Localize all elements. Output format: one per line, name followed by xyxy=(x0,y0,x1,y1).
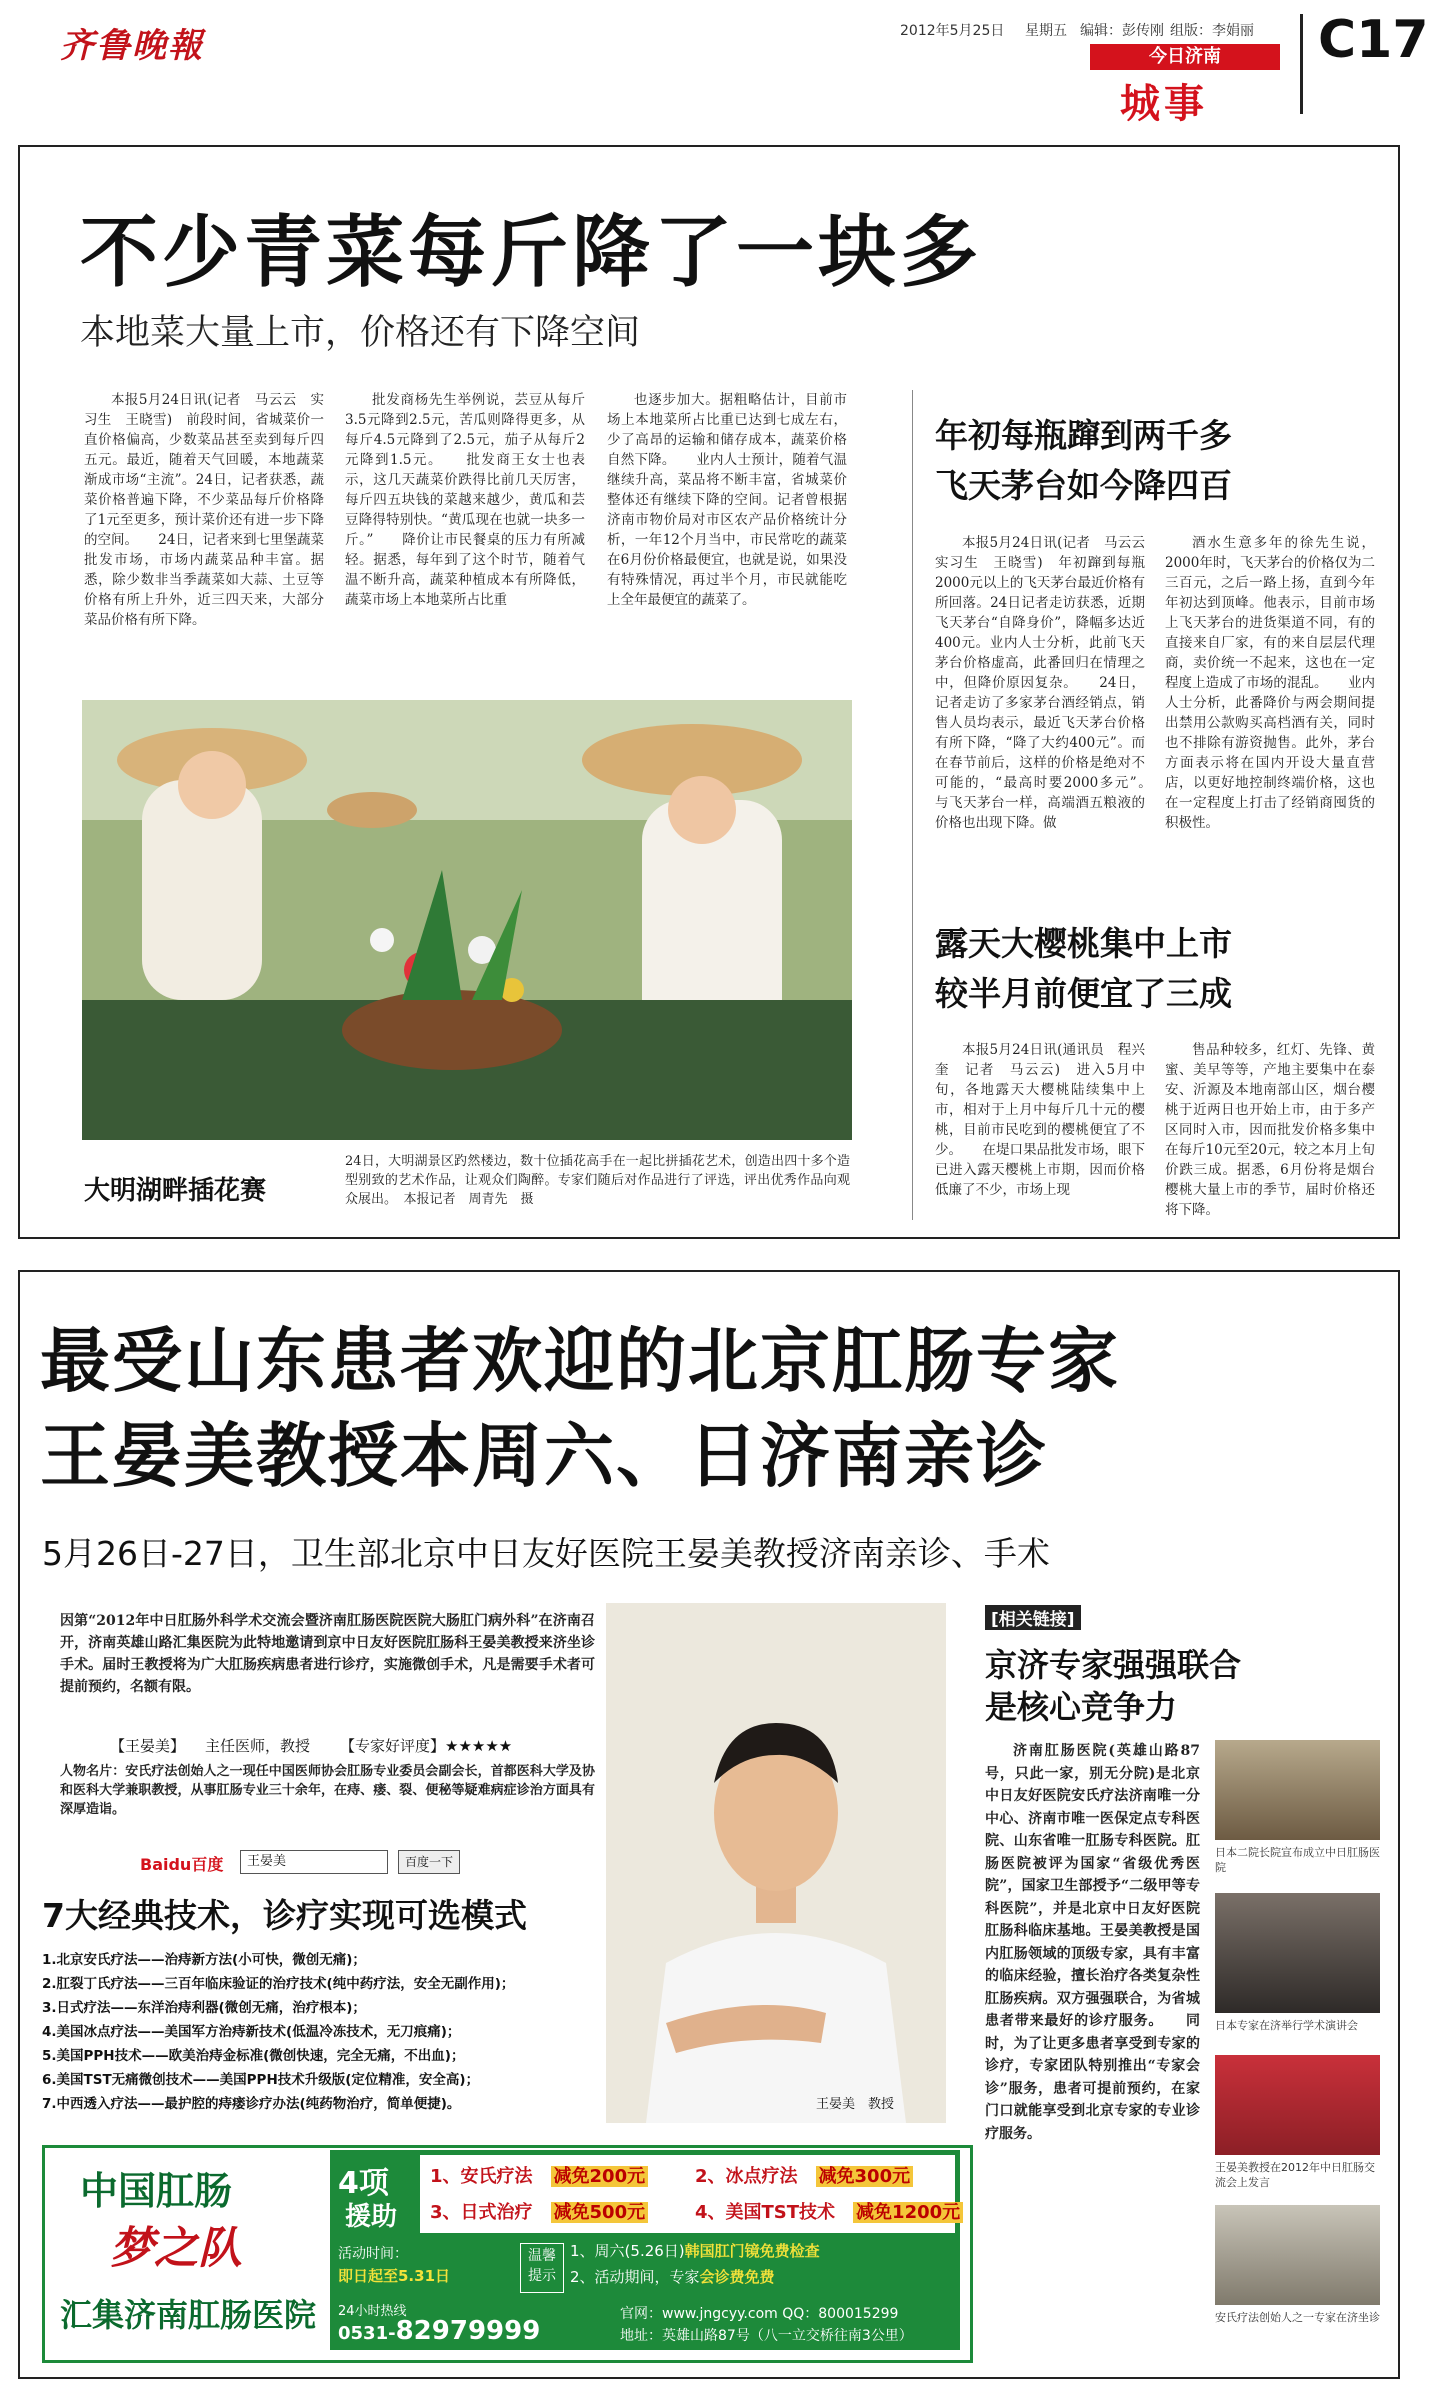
offer-3-name: 3、日式治疗 xyxy=(430,2202,533,2223)
tip-2-text: 2、活动期间，专家 xyxy=(570,2268,700,2286)
offer-4 xyxy=(695,2198,963,2224)
brand-line3: 汇集济南肛肠医院 xyxy=(60,2296,317,2334)
offer-1-discount: 减免200元 xyxy=(551,2166,649,2187)
search-button[interactable]: 百度一下 xyxy=(398,1850,460,1874)
address: 地址：英雄山路87号（八一立交桥往南3公里） xyxy=(620,2328,913,2344)
brand-line2: 梦之队 xyxy=(110,2223,242,2274)
hotline-number: 82979999 xyxy=(395,2316,541,2346)
hotline[interactable] xyxy=(338,2316,540,2346)
story1-col2: 批发商杨先生举例说，芸豆从每斤3.5元降到2.5元，苦瓜则降得更多，从每斤4.5元降到了2.5元，茄子从每斤2元降到1.5元。 批发商王女士也表示，这几天蔬菜价跌得比前几天厉害，每斤四五块钱的菜越来越少，黄瓜和芸豆降得特别快。“黄瓜现在也就一块多一斤。” 降价让市民餐桌的压力有所减轻。据悉，每年到了这个时节，随着气温不断升高，蔬菜种植成本有所降低，蔬菜市场上本地菜所占比重 xyxy=(345,392,585,608)
activity-time: 即日起至5.31日 xyxy=(338,2267,451,2285)
side-caption-1: 日本二院长院宣布成立中日肛肠医院 xyxy=(1215,1846,1380,1874)
hotline-prefix: 0531- xyxy=(338,2323,396,2344)
offer-3 xyxy=(430,2198,648,2224)
editor: 编辑：彭传刚 xyxy=(1080,23,1164,39)
portrait-caption: 王晏美 教授 xyxy=(816,2097,895,2112)
story1-subtitle: 本地菜大量上市，价格还有下降空间 xyxy=(80,313,641,353)
baidu-logo: Baidu百度 xyxy=(140,1855,224,1874)
expert-bio: 人物名片：安氏疗法创始人之一现任中国医师协会肛肠专业委员会副会长，首都医科大学及协和医科大学兼职教授，从事肛肠专业三十余年，在痔、瘘、裂、便秘等疑难病症诊治方面具有深厚造诣。 xyxy=(60,1764,595,1817)
tip-1-highlight: 韩国肛门镜免费检查 xyxy=(684,2242,820,2260)
offer-1-name: 1、安氏疗法 xyxy=(430,2166,533,2187)
brand-line1: 中国肛肠 xyxy=(80,2169,233,2213)
story1-col1: 本报5月24日讯(记者 马云云 实习生 王晓雪) 前段时间，省城菜价一直价格偏高，少数菜品甚至卖到每斤四五元。最近，随着天气回暖，本地蔬菜渐成市场“主流”。24日，记者获悉，蔬菜价格普遍下降，不少菜品每斤价格降了1元至更多，预计菜价还有进一步下降的空间。 24日，记者来到七里堡蔬菜批发市场，市场内蔬菜品种丰富。据悉，除少数非当季蔬菜如大蒜、土豆等价格有所上升外，近三四天来，大部分菜品价格有所下降。 xyxy=(84,392,324,628)
story3-title-line1: 露天大樱桃集中上市 xyxy=(935,924,1232,963)
section-name: 城事 xyxy=(1120,81,1208,127)
related-tag: [相关链接] xyxy=(985,1605,1081,1630)
tip-1-text: 1、周六(5.26日) xyxy=(570,2242,685,2260)
offer-2-discount: 减免300元 xyxy=(816,2166,914,2187)
offer-4-discount: 减免1200元 xyxy=(853,2202,963,2223)
right-column-divider xyxy=(912,390,913,1220)
weekday: 星期五 xyxy=(1025,23,1067,39)
tech-item: 7.中西透入疗法——最护腔的痔瘘诊疗办法(纯药物治疗，简单便捷)。 xyxy=(42,2096,461,2112)
story1-title: 不少青菜每斤降了一块多 xyxy=(80,208,983,298)
expert-title: 主任医师，教授 xyxy=(205,1737,311,1755)
flower-contest-illustration xyxy=(82,700,852,1140)
photo-caption: 24日，大明湖景区趵然楼边，数十位插花高手在一起比拼插花艺术，创造出四十多个造型别致的艺术作品，让观众们陶醉。专家们随后对作品进行了评选，评出优秀作品向观众展出。 本报记者 周青先 摄 xyxy=(345,1154,850,1207)
expert-rating: 【专家好评度】★★★★★ xyxy=(340,1737,513,1755)
tip-2-highlight: 会诊费免费 xyxy=(699,2268,775,2286)
offer-1 xyxy=(430,2162,648,2188)
side-photo-4 xyxy=(1215,2205,1380,2305)
offer-3-discount: 减免500元 xyxy=(551,2202,649,2223)
story1-col3: 也逐步加大。据粗略估计，目前市场上本地菜所占比重已达到七成左右，少了高昂的运输和储存成本，蔬菜价格自然下降。 业内人士预计，随着气温继续升高，菜品将不断丰富，省城菜价整体还有继续下降的空间。记者曾根据济南市物价局对市区农产品价格统计分析，一年12个月当中，市民常吃的蔬菜在6月份价格最便宜，也就是说，如果没有特殊情况，再过半个月，市民就能吃上全年最便宜的蔬菜了。 xyxy=(607,392,847,608)
section-tag: 今日济南 xyxy=(1090,44,1280,70)
related-title-line1: 京济专家强强联合 xyxy=(985,1646,1242,1684)
tech-list xyxy=(42,1948,602,2116)
ad-headline-line1: 最受山东患者欢迎的北京肛肠专家 xyxy=(40,1320,1120,1402)
story2-title-line1: 年初每瓶蹿到两千多 xyxy=(935,416,1232,455)
side-caption-4: 安氏疗法创始人之一专家在济坐诊 xyxy=(1215,2311,1380,2324)
search-widget xyxy=(140,1850,500,1876)
masthead-divider xyxy=(1300,14,1303,114)
photo-caption-title: 大明湖畔插花赛 xyxy=(84,1176,267,1206)
tip-label: 温馨提示 xyxy=(520,2243,564,2293)
story2-col1: 本报5月24日讯(记者 马云云 实习生 王晓雪) 年初蹿到每瓶2000元以上的飞天茅台最近价格有所回落。24日记者走访获悉，近期飞天茅台“自降身价”，降幅多达近400元。业内人士分析，此前飞天茅台价格虚高，此番回归在情理之中，但降价原因复杂。 24日，记者走访了多家茅台酒经销点，销售人员均表示，最近飞天茅台价格有所下降，“降了大约400元”。而在春节前后，这样的价格是绝对不可能的，“最高时要2000多元”。 与飞天茅台一样，高端酒五粮液的价格也出现下降。做 xyxy=(935,535,1172,831)
page-number: C17 xyxy=(1318,10,1429,70)
side-photo-1 xyxy=(1215,1740,1380,1840)
hotline-label: 24小时热线 xyxy=(338,2304,407,2319)
side-caption-3: 王晏美教授在2012年中日肛肠交流会上发言 xyxy=(1215,2161,1375,2189)
four-aids-number: 4项 xyxy=(338,2166,389,2201)
tech-item: 5.美国PPH技术——欧美治痔金标准(微创快速，完全无痛，不出血)； xyxy=(42,2048,465,2064)
story3-col2: 售品种较多，红灯、先锋、黄蜜、美早等等，产地主要集中在泰安、沂源及本地南部山区，烟台樱桃于近两日也开始上市，由于多产区同时入市，因而批发价格多集中在每斤10元至20元，较之本月上旬价跌三成。据悉，6月份将是烟台樱桃大量上市的季节，届时价格还将下降。 xyxy=(1165,1042,1375,1218)
flower-contest-photo xyxy=(82,700,852,1140)
ad-headline-line2: 王晏美教授本周六、日济南亲诊 xyxy=(40,1415,1048,1497)
ad-intro: 因第“2012年中日肛肠外科学术交流会暨济南肛肠医院医院大肠肛门病外科”在济南召开，济南英雄山路汇集医院为此特地邀请到京中日友好医院肛肠科王晏美教授来济坐诊手术。届时王教授将为广大肛肠疾病患者进行诊疗，实施微创手术，凡是需要手术者可提前预约，名额有限。 xyxy=(60,1613,595,1695)
search-input[interactable]: 王晏美 xyxy=(240,1850,388,1874)
story2-title-line2: 飞天茅台如今降四百 xyxy=(935,466,1232,505)
tech-item: 6.美国TST无痛微创技术——美国PPH技术升级版(定位精准，安全高)； xyxy=(42,2072,480,2088)
website-qq: 官网：www.jngcyy.com QQ：800015299 xyxy=(620,2306,899,2322)
story3-col1: 本报5月24日讯(通讯员 程兴奎 记者 马云云) 进入5月中旬，各地露天大樱桃陆续集中上市，相对于上月中每斤几十元的樱桃，目前市民吃到的樱桃便宜了不少。 在堤口果品批发市场，眼下已进入露天樱桃上市期，因而价格低廉了不少，市场上现 xyxy=(935,1042,1145,1198)
story3-title-line2: 较半月前便宜了三成 xyxy=(935,974,1232,1013)
tech-item: 2.肛裂丁氏疗法——三百年临床验证的治疗技术(纯中药疗法，安全无副作用)； xyxy=(42,1976,515,1992)
offer-2 xyxy=(695,2162,913,2188)
tip-2 xyxy=(570,2266,775,2287)
tech-item: 4.美国冰点疗法——美国军方治痔新技术(低温冷冻技术，无刀痕痛)； xyxy=(42,2024,461,2040)
issue-date: 2012年5月25日 xyxy=(900,23,1005,39)
side-caption-2: 日本专家在济举行学术演讲会 xyxy=(1215,2019,1358,2032)
masthead xyxy=(0,0,1429,140)
newspaper-logo: 齐鲁晚報 xyxy=(60,26,204,66)
tech-title: 7大经典技术，诊疗实现可选模式 xyxy=(42,1896,527,1935)
story2-col2: 酒水生意多年的徐先生说，2000年时，飞天茅台的价格仅为二三百元，之后一路上扬，直到今年年初达到顶峰。他表示，目前市场上飞天茅台的进货渠道不同，有的直接来自厂家，有的来自层层代理商，卖价统一不起来，这也在一定程度上造成了市场的混乱。 业内人士分析，此番降价与两会期间提出禁用公款购买高档酒有关，同时也不排除有游资抛售。此外，茅台方面表示将在国内开设大量直营店，以更好地控制终端价格，这也在一定程度上打击了经销商囤货的积极性。 xyxy=(1165,535,1375,831)
four-aids-text: 援助 xyxy=(345,2202,398,2232)
expert-name-label: 【王晏美】 xyxy=(110,1737,186,1755)
side-photo-2 xyxy=(1215,1893,1380,2013)
tech-item: 3.日式疗法——东洋治痔利器(微创无痛，治疗根本)； xyxy=(42,2000,366,2016)
expert-portrait xyxy=(606,1603,946,2123)
offer-2-name: 2、冰点疗法 xyxy=(695,2166,798,2187)
offer-4-name: 4、美国TST技术 xyxy=(695,2202,836,2223)
tip-1 xyxy=(570,2240,820,2261)
expert-portrait-illustration xyxy=(606,1603,946,2123)
related-text: 济南肛肠医院(英雄山路87号，只此一家，别无分院)是北京中日友好医院安氏疗法济南唯一分中心、济南市唯一医保定点专科医院、山东省唯一肛肠专科医院。肛肠医院被评为国家“省级优秀医院”，国家卫生部授予“二级甲等专科医院”，并是北京中日友好医院肛肠科临床基地。王晏美教授是国内肛肠领域的顶级专家，具有丰富的临床经验，擅长治疗各类复杂性肛肠疾病。双方强强联合，为省城患者带来最好的诊疗服务。 同时，为了让更多患者享受到专家的诊疗，专家团队特别推出“专家会诊”服务，患者可提前预约，在家门口就能享受到北京专家的专业诊疗服务。 xyxy=(985,1743,1200,2142)
activity-time-label: 活动时间： xyxy=(338,2246,408,2262)
side-photo-3 xyxy=(1215,2055,1380,2155)
ad-subline: 5月26日-27日，卫生部北京中日友好医院王晏美教授济南亲诊、手术 xyxy=(42,1534,1050,1573)
layout-editor: 组版：李娟丽 xyxy=(1170,23,1254,39)
related-title-line2: 是核心竞争力 xyxy=(985,1688,1178,1726)
tech-item: 1.北京安氏疗法——治痔新方法(小可快，微创无痛)； xyxy=(42,1952,366,1968)
